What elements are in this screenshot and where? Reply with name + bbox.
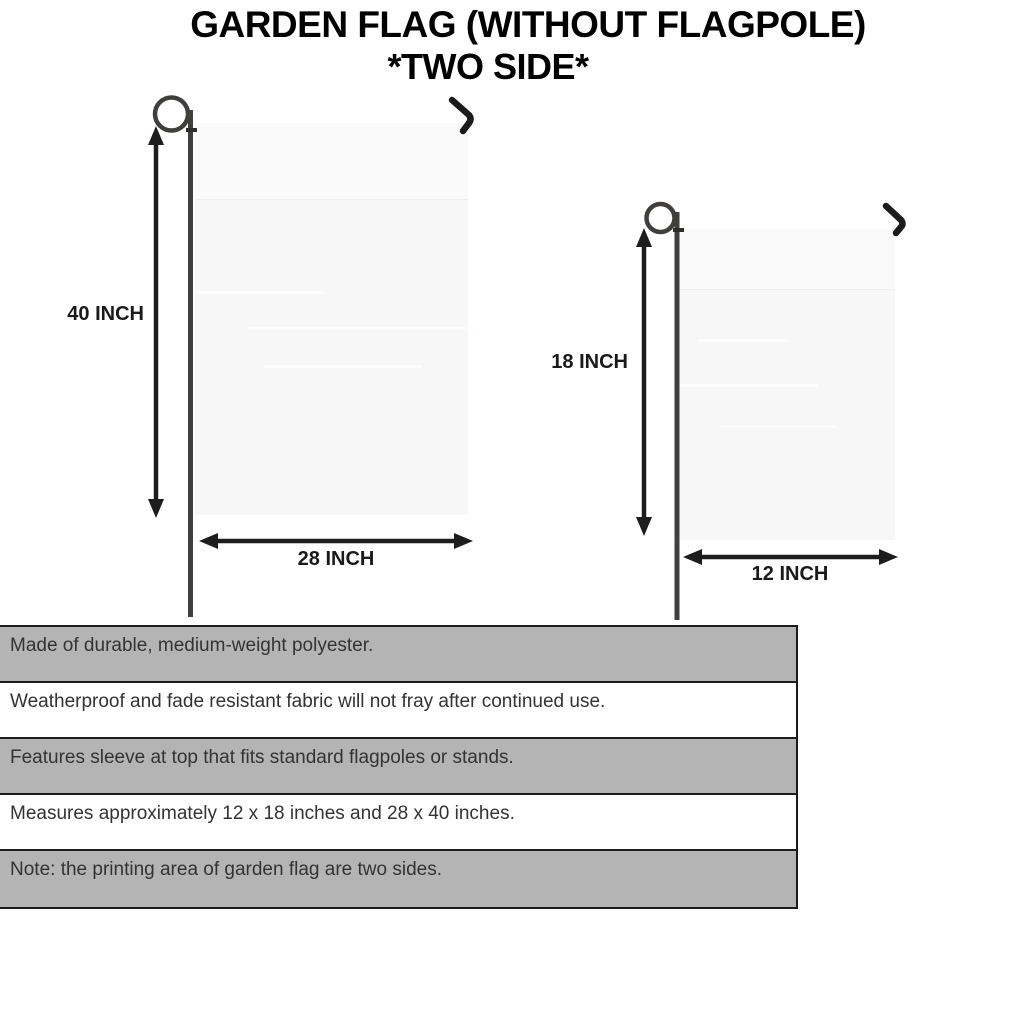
small-flag-height-label: 18 INCH [551,351,628,373]
large-flag [195,123,468,515]
page-subtitle: *TWO SIDE* [387,46,589,87]
small-flag-sleeve [679,229,895,290]
feature-text: Weatherproof and fade resistant fabric will not fray after continued use. [10,691,606,712]
large-flag-pole-loop [155,98,188,131]
fold-line [263,365,423,368]
fold-line [697,339,789,342]
large-flag-height-label: 40 INCH [67,303,144,325]
large-flag-height-arrow [148,126,164,518]
large-flag-width-arrow [199,533,473,549]
small-flag-width-label: 12 INCH [751,563,829,585]
feature-text: Measures approximately 12 x 18 inches and 28 x 40 inches. [10,803,515,824]
fold-line [195,291,325,294]
features-table [0,625,798,909]
title-block [0,4,1024,88]
page-title: GARDEN FLAG (WITHOUT FLAGPOLE) [190,4,866,45]
feature-row [0,739,796,795]
small-flag-height-arrow [636,228,652,536]
large-flag-sleeve [195,123,468,200]
small-flag-pole-loop [647,204,675,232]
feature-text: Made of durable, medium-weight polyester. [10,635,374,656]
fold-line [247,327,482,330]
fold-line [719,425,837,428]
feature-text: Note: the printing area of garden flag are two sides. [10,859,442,880]
feature-row [0,851,796,907]
feature-row [0,683,796,739]
feature-row [0,795,796,851]
small-flag [679,229,895,540]
feature-row [0,627,796,683]
large-flag-width-label: 28 INCH [297,548,375,570]
feature-text: Features sleeve at top that fits standard flagpoles or stands. [10,747,514,768]
fold-line [679,384,819,387]
